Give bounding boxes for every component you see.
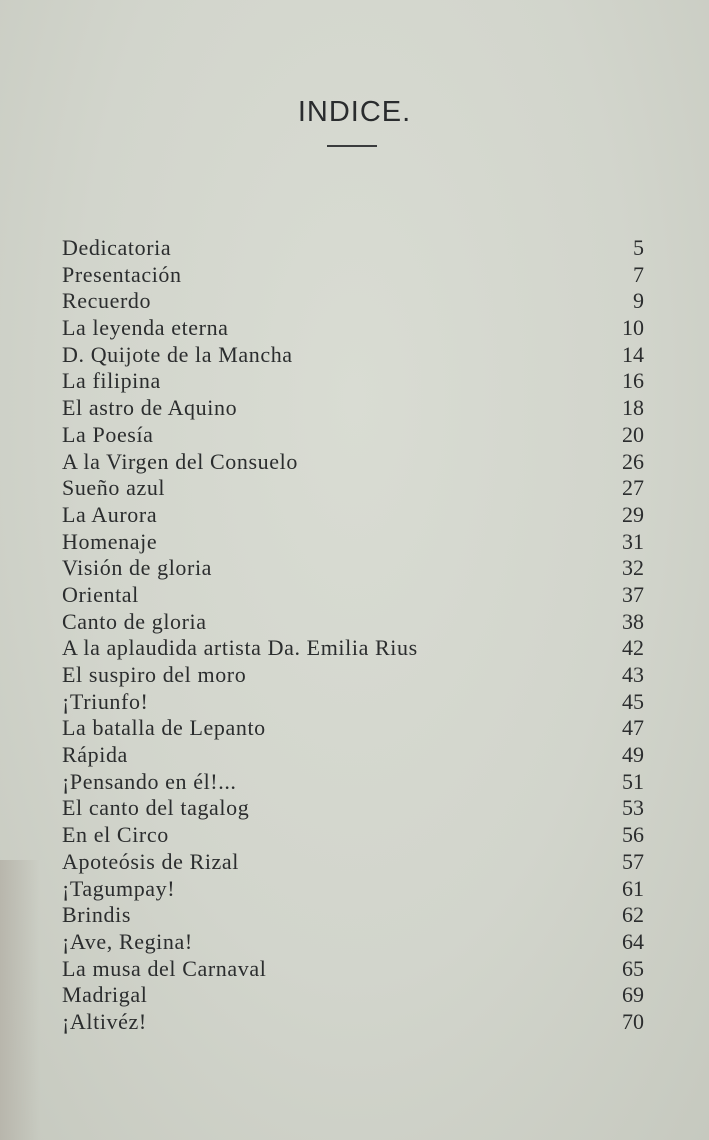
toc-entry [62,555,644,582]
toc-entry-title: Rápida [62,742,128,768]
toc-entry [62,635,644,662]
toc-entry [62,689,644,716]
toc-entry [62,715,644,742]
toc-entry-title: A la aplaudida artista Da. Emilia Rius [62,635,418,661]
toc-entry-page-number: 47 [622,715,644,741]
toc-entry [62,982,644,1009]
toc-entry-title: Apoteósis de Rizal [62,848,239,874]
toc-entry-title: ¡Pensando en él!... [62,768,237,794]
toc-entry-page-number: 65 [622,955,644,981]
toc-entry-page-number: 10 [622,315,644,341]
toc-entry-page-number: 43 [622,662,644,687]
toc-entry-page-number: 9 [633,288,644,314]
toc-entry-page-number: 70 [622,1008,644,1034]
toc-entry-page-number: 56 [622,822,644,848]
toc-entry [62,1009,644,1036]
toc-entry [62,288,644,315]
toc-entry-page-number: 26 [622,448,644,474]
toc-entry-title: Sueño azul [62,475,166,501]
toc-entry [62,342,644,369]
toc-entry-page-number: 38 [622,608,644,634]
toc-entry [62,475,644,502]
toc-entry-title: Dedicatoria [62,235,172,260]
toc-entry-title: Presentación [62,261,182,287]
toc-entry-title: Recuerdo [62,288,152,314]
toc-entry-page-number: 61 [622,875,644,901]
toc-entry-title: ¡Ave, Regina! [62,928,193,954]
toc-entry [62,956,644,983]
toc-entry-title: La Aurora [62,501,158,527]
toc-entry-title: El astro de Aquino [62,395,238,421]
toc-entry-title: La leyenda eterna [62,315,229,341]
toc-entry [62,609,644,636]
toc-entry [62,368,644,395]
toc-entry-page-number: 45 [622,688,644,714]
toc-entry-page-number: 53 [622,795,644,821]
toc-entry-page-number: 57 [622,848,644,874]
toc-entry-title: A la Virgen del Consuelo [62,448,298,474]
toc-entry-title: El canto del tagalog [62,795,250,821]
page-title: INDICE. [297,96,412,128]
table-of-contents [62,235,644,1036]
toc-entry [62,449,644,476]
toc-entry [62,769,644,796]
toc-entry [62,529,644,556]
toc-entry-title: La filipina [62,368,161,394]
toc-entry-title: En el Circo [62,822,169,848]
toc-entry-title: ¡Altivéz! [62,1008,147,1034]
toc-entry-title: ¡Tagumpay! [62,875,176,901]
toc-entry [62,849,644,876]
toc-entry-title: Canto de gloria [62,608,207,634]
toc-entry [62,315,644,342]
toc-entry-page-number: 64 [622,928,644,954]
toc-entry-page-number: 5 [633,235,644,260]
toc-entry-page-number: 51 [622,768,644,794]
toc-entry [62,582,644,609]
toc-entry [62,795,644,822]
toc-entry-page-number: 29 [622,501,644,527]
toc-entry-title: Brindis [62,902,131,928]
toc-entry-page-number: 14 [622,341,644,367]
toc-entry [62,422,644,449]
toc-entry-page-number: 7 [633,261,644,287]
toc-entry [62,902,644,929]
toc-entry-page-number: 20 [622,421,644,447]
toc-entry-title: El suspiro del moro [62,662,247,687]
toc-entry-page-number: 31 [622,528,644,554]
toc-entry-title: Visión de gloria [62,555,213,581]
toc-entry [62,262,644,289]
toc-entry [62,235,644,262]
toc-entry [62,742,644,769]
toc-entry-page-number: 18 [622,395,644,421]
toc-entry [62,395,644,422]
toc-entry [62,662,644,689]
page-edge-shadow [0,860,40,1140]
toc-entry-title: Madrigal [62,982,148,1008]
toc-entry-title: Oriental [62,581,139,607]
toc-entry-page-number: 49 [622,742,644,768]
toc-entry-title: La Poesía [62,421,154,447]
title-divider [327,145,377,147]
toc-entry-page-number: 16 [622,368,644,394]
toc-entry-page-number: 69 [622,982,644,1008]
toc-entry-title: D. Quijote de la Mancha [62,341,293,367]
toc-entry-page-number: 27 [622,475,644,501]
toc-entry [62,876,644,903]
toc-entry [62,502,644,529]
toc-entry-title: La musa del Carnaval [62,955,267,981]
toc-entry-title: La batalla de Lepanto [62,715,266,741]
toc-entry [62,929,644,956]
toc-entry-page-number: 62 [622,902,644,928]
toc-entry-title: ¡Triunfo! [62,688,149,714]
toc-entry-title: Homenaje [62,528,158,554]
toc-entry-page-number: 42 [622,635,644,661]
toc-entry-page-number: 32 [622,555,644,581]
toc-entry-page-number: 37 [622,581,644,607]
toc-entry [62,822,644,849]
